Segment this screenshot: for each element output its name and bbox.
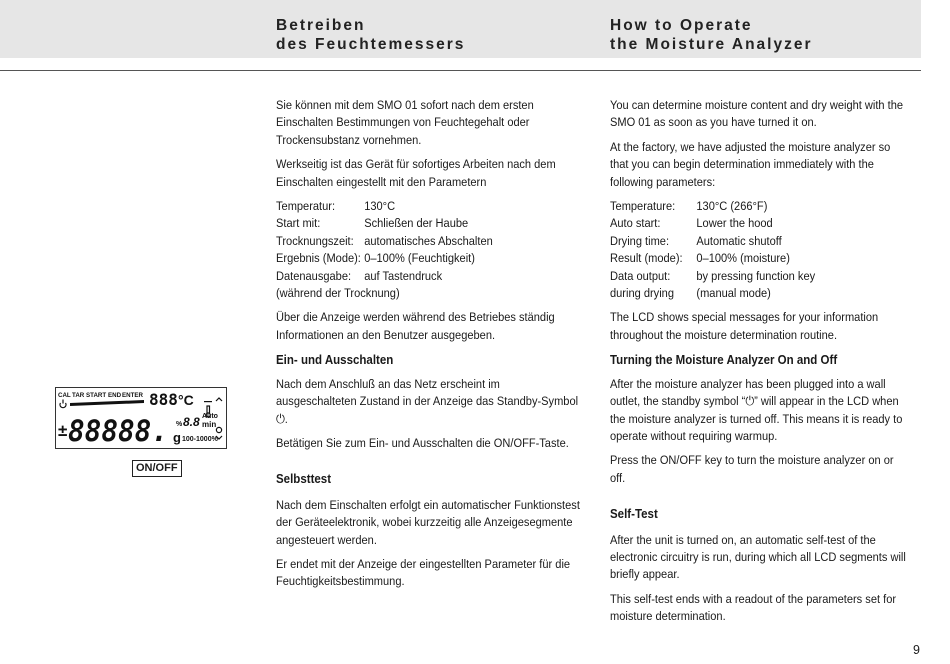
lcd-label-end: END [108,392,122,399]
title-german: Betreiben des Feuchtemessers [276,17,466,53]
parameter-value: Automatic shutoff [696,233,782,248]
parameter-label: during drying [610,286,674,301]
de-heading-onoff: Ein- und Ausschalten [276,352,394,368]
lcd-label-start: START [86,392,107,399]
parameter-value: automatisches Abschalten [364,233,493,248]
lcd-temp-digits: 888 [149,390,178,409]
parameter-value: by pressing function key [696,268,816,283]
lcd-display-illustration [55,387,227,449]
parameter-label: Data output: [610,268,671,283]
parameter-label: Temperatur: [276,199,336,214]
de-selftest-desc: Nach dem Einschalten erfolgt ein automatischer Funktionstest der Geräteelektronik, wobei kurzzeitig alle Anzeigesegmente angesteuert werden. [276,497,580,547]
lcd-unit-auto: Auto [202,413,218,420]
standby-icon [60,403,66,408]
parameter-value: 130°C [364,199,396,214]
parameter-value: Schließen der Haube [364,216,469,231]
lcd-percent: % [176,421,183,428]
en-heading-selftest: Self-Test [610,506,658,522]
lcd-label-enter: ENTER [122,392,143,399]
parameter-label: Drying time: [610,233,670,248]
parameter-label: Auto start: [610,216,661,231]
page-number: 9 [913,643,920,657]
de-press-onoff: Betätigen Sie zum Ein- und Ausschalten die ON/OFF-Taste. [276,435,569,450]
en-selftest-desc: After the unit is turned on, an automatic self-test of the electronic circuitry is run, during which all LCD segments will briefly appear. [610,532,906,582]
progress-wedge [70,400,144,406]
de-parameter-list [276,198,582,302]
header-rule [0,70,921,71]
de-factory: Werkseitig ist das Gerät für sofortiges Arbeiten nach dem Einschalten eingestellt mit den Parametern [276,157,556,189]
parameter-value: 0–100% (Feuchtigkeit) [364,251,475,266]
english-column [610,97,912,633]
parameter-row [610,233,912,250]
thermometer-icon [207,406,210,413]
en-selftest-end: This self-test ends with a readout of the parameters set for moisture determination. [610,591,897,624]
parameter-row [610,285,912,302]
en-parameter-list [610,198,912,302]
parameter-value: Lower the hood [696,216,773,231]
parameter-row [610,198,912,215]
parameter-label: Ergebnis (Mode): [276,251,361,266]
title-english: How to Operate the Moisture Analyzer [610,17,813,53]
lcd-unit-g: g [173,430,181,445]
lcd-range: 100-1000% [182,436,218,443]
parameter-row [610,215,912,232]
de-heading-selftest: Selbsttest [276,471,332,487]
de-display-info: Über die Anzeige werden während des Betriebes ständig Informationen an den Benutzer ausgegeben. [276,310,555,342]
lcd-unit-min: min [202,420,217,429]
parameter-row [276,215,582,232]
parameter-row [610,268,912,285]
parameter-value: 0–100% (moisture) [696,251,790,266]
en-factory: At the factory, we have adjusted the moisture analyzer so that you can begin determination immediately with the following parameters: [610,139,891,189]
parameter-value: (manual mode) [696,286,771,301]
parameter-value: 130°C (266°F) [696,199,768,214]
parameter-row [276,198,582,215]
de-intro: Sie können mit dem SMO 01 sofort nach dem ersten Einschalten Bestimmungen von Feuchtegehalt oder Trockensubstanz vornehmen. [276,98,534,147]
de-selftest-end: Er endet mit der Anzeige der eingestellten Parameter für die Feuchtigkeitsbestimmung. [276,556,571,589]
parameter-row [276,268,582,285]
parameter-row [276,285,582,302]
parameter-label: Result (mode): [610,251,683,266]
lamp-icon [204,401,212,402]
lcd-main-digits: 88888. [68,414,168,448]
parameter-label: Start mit: [276,216,321,231]
parameter-row [276,250,582,267]
parameter-label: (während der Trocknung) [276,286,400,301]
parameter-value: auf Tastendruck [364,268,443,283]
en-heading-onoff: Turning the Moisture Analyzer On and Off [610,352,838,368]
lcd-label-cal: CAL [58,392,71,399]
de-standby: Nach dem Anschluß an das Netz erscheint im ausgeschalteten Zustand in der Anzeige das Standby-Symbol ⏻. [276,376,579,426]
en-display-info: The LCD shows special messages for your information throughout the moisture determination routine. [610,310,879,342]
german-column [276,97,582,598]
onoff-key[interactable]: ON/OFF [132,460,182,477]
parameter-label: Trocknungszeit: [276,233,354,248]
en-intro: You can determine moisture content and dry weight with the SMO 01 as soon as you have turned it on. [610,98,904,130]
parameter-label: Temperature: [610,199,676,214]
lcd-sign: ± [58,421,68,440]
lcd-small-digits: 8.8 [183,415,200,429]
parameter-row [610,250,912,267]
parameter-label: Datenausgabe: [276,268,352,283]
en-press-onoff: Press the ON/OFF key to turn the moisture analyzer on or off. [610,453,894,485]
lcd-label-tar: TAR [72,392,85,399]
lcd-temp-unit: °C [178,392,194,408]
lcd-segments [56,388,226,448]
parameter-row [276,233,582,250]
target-icon [216,427,221,432]
en-standby: After the moisture analyzer has been plugged into a wall outlet, the standby symbol “⏻” will appear in the LCD when the moisture analyzer is turned off. This means it is ready to operate without requiring warmup. [610,376,903,443]
arrow-up-icon [216,398,222,401]
